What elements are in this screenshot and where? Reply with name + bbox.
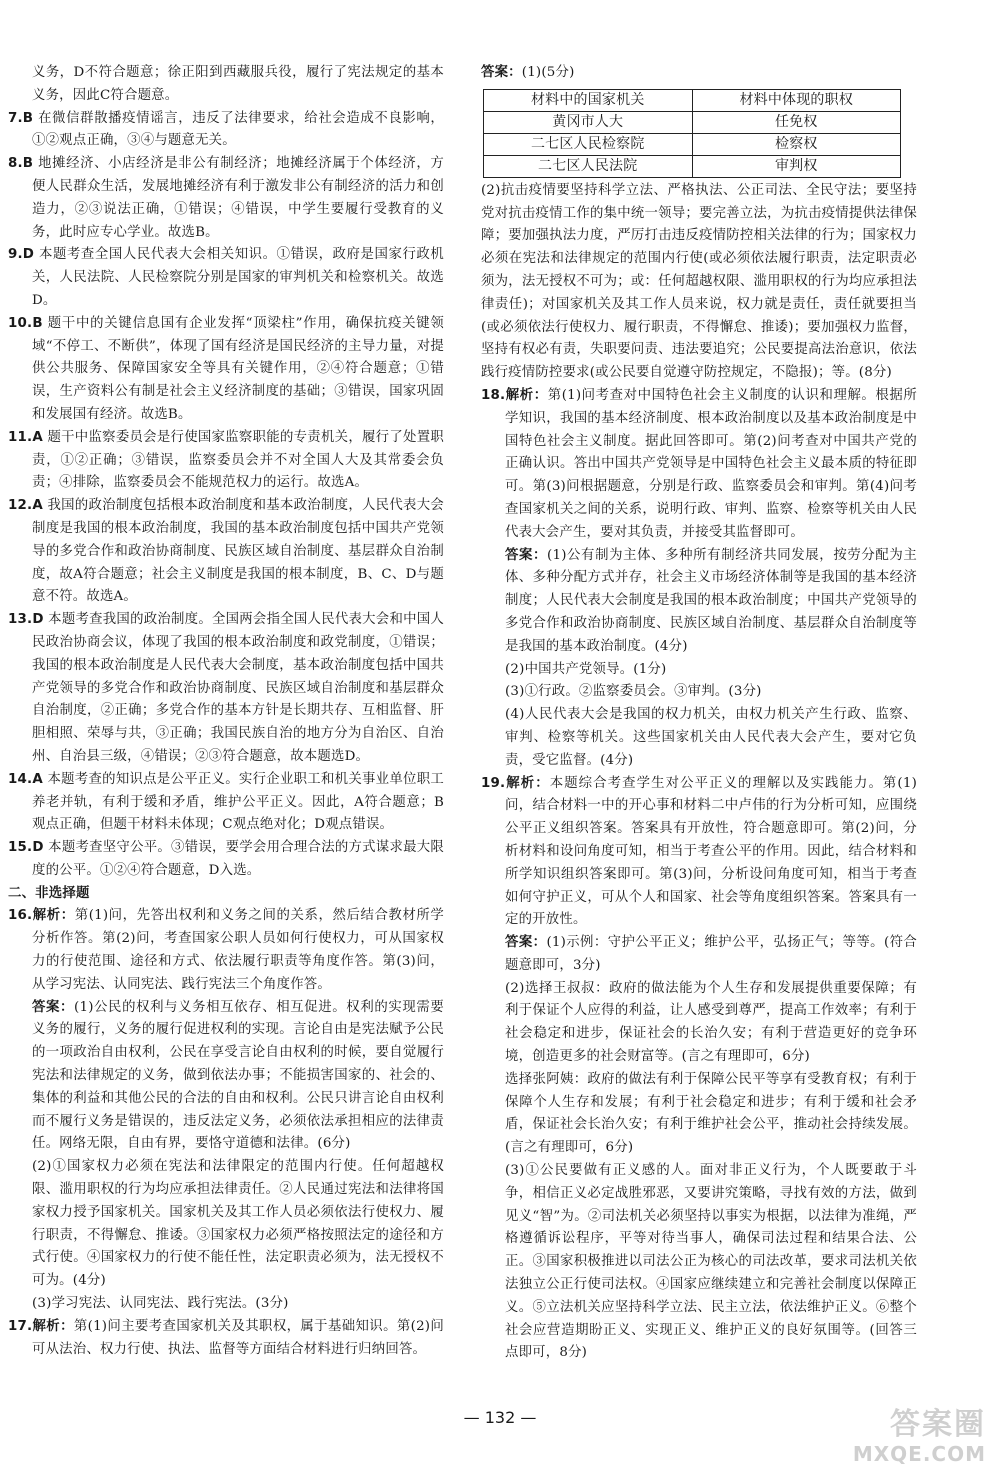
answer-text: (1)公有制为主体、多种所有制经济共同发展，按劳分配为主体、多种分配方式并存，社会主义市场经济体制等是我国的基本经济制度；人民代表大会制度是我国的根本政治制度；中国共产党领导的多党合作和政治协商制度、民族区域自治制度、基层群众自治制度等是我国的基本政治制度。(4分) — [505, 547, 917, 654]
question-18-answer-2: (2)中国共产党领导。(1分) — [505, 661, 667, 677]
question-7 — [8, 108, 444, 154]
table-cell: 检察权 — [692, 133, 901, 155]
question-number: 10.B — [8, 315, 43, 331]
section-heading: 二、非选择题 — [8, 885, 90, 901]
question-18-answer-3: (3)①行政。②监察委员会。③审判。(3分) — [505, 684, 762, 700]
table-cell: 二七区人民法院 — [484, 155, 693, 177]
right-column — [481, 62, 917, 1365]
question-text: 题干中监察委员会是行使国家监察职能的专责机关，履行了处置职责，①②正确；③错误，监察委员会并不对全国人大及其常委会负责；④排除，监察委员会不能规范权力的运行。故选A。 — [32, 429, 444, 491]
question-text: 在微信群散播疫情谣言，违反了法律要求，给社会造成不良影响，①②观点正确，③④与题意无关。 — [32, 110, 444, 149]
question-text: 我国的政治制度包括根本政治制度和基本政治制度，人民代表大会制度是我国的根本政治制度，我国的基本政治制度包括中国共产党领导的多党合作和政治协商制度、民族区域自治制度、基层群众自治制度，故A符合题意；社会主义制度是我国的根本制度，B、C、D与题意不符。故选A。 — [32, 498, 444, 605]
left-column — [8, 62, 444, 1361]
watermark-url: MXQE.COM — [852, 1442, 986, 1466]
question-number: 18. — [481, 387, 506, 403]
question-14 — [8, 769, 444, 837]
question-11 — [8, 427, 444, 495]
question-number: 14.A — [8, 771, 43, 787]
table-row — [484, 155, 901, 177]
answer-text: (1)公民的权利与义务相互依存、相互促进。权利的实现需要义务的履行，义务的履行促进权利的实现。言论自由是宪法赋予公民的一项政治自由权利，公民在享受言论自由权利的时候，要自觉履行宪法和法律规定的义务，做到依法办事；不能损害国家的、社会的、集体的利益和其他公民的合法的自由和权利。公民只讲言论自由权利而不履行义务是错误的，违反法定义务，必须依法承担相应的法律责任。网络无限，自由有界，要恪守道德和法律。(6分) — [32, 999, 444, 1152]
question-number: 8.B — [8, 156, 34, 172]
question-9 — [8, 244, 444, 312]
question-18-answer — [481, 545, 917, 659]
analysis-label: 解析： — [32, 908, 75, 924]
table-cell: 审判权 — [692, 155, 901, 177]
paragraph-continuation: 义务，D不符合题意；徐正阳到西藏服兵役，履行了宪法规定的基本义务，因此C符合题意。 — [32, 65, 444, 103]
question-13 — [8, 609, 444, 769]
question-text: 地摊经济、小店经济是非公有制经济；地摊经济属于个体经济，方便人民群众生活，发展地摊经济有利于激发非公有制经济的活力和创造力，②③说法正确，①错误；④错误，中学生要履行受教育的义务，此时应专心学业。故选B。 — [32, 156, 444, 240]
analysis-text: 第(1)问，先答出权利和义务之间的关系，然后结合教材所学分析作答。第(2)问，考查国家公职人员如何行使权力，可从国家权力的行使范围、途径和方式、依法履行职责等角度作答。第(3)问，从学习宪法、认同宪法、践行宪法三个角度作答。 — [32, 908, 444, 992]
question-number: 17. — [8, 1318, 33, 1334]
question-17-answer — [481, 62, 917, 85]
question-10 — [8, 313, 444, 427]
question-17-analysis — [8, 1316, 444, 1362]
question-text: 本题考查的知识点是公平正义。实行企业职工和机关事业单位职工养老并轨，有利于缓和矛盾，维护公平正义。因此，A符合题意；B观点正确，但题干材料未体现；C观点绝对化；D观点错误。 — [32, 771, 444, 833]
table-header-cell: 材料中的国家机关 — [484, 89, 693, 111]
question-8 — [8, 153, 444, 244]
question-number: 7.B — [8, 110, 34, 126]
table-row — [484, 111, 901, 133]
question-text: 本题考查全国人民代表大会相关知识。①错误，政府是国家行政机关，人民法院、人民检察院分别是国家的审判机关和检察机关。故选D。 — [32, 247, 444, 308]
answer-text: (1)示例：守护公平正义；维护公平，弘扬正气；等等。(符合题意即可，3分) — [505, 935, 917, 973]
answer-label: 答案： — [32, 999, 75, 1015]
analysis-text: 第(1)问主要考查国家机关及其职权，属于基础知识。第(2)问可从法治、权力行使、执法、监督等方面结合材料进行归纳回答。 — [32, 1318, 444, 1357]
question-text: 题干中的关键信息国有企业发挥“顶梁柱”作用，确保抗疫关键领域“不停工、不断供”，体现了国有经济是国民经济的主导力量，对提供公共服务、保障国家安全等具有关键作用，②④符合题意；①错误，生产资料公有制是社会主义经济制度的基础；③错误，国家巩固和发展国有经济。故选B。 — [32, 315, 444, 422]
analysis-label: 解析： — [32, 1318, 74, 1334]
answer-text: (1)(5分) — [521, 65, 575, 80]
question-18-analysis — [481, 385, 917, 545]
question-19-answer-2: (2)选择王叔叔：政府的做法能为个人生存和发展提供重要保障；有利于保证个人应得的利益，让人感受到尊严，提高工作效率；有利于社会稳定和进步，保证社会的长治久安；有利于营造更好的竞争环境，创造更多的社会财富等。(言之有理即可，6分) — [505, 980, 917, 1065]
question-18-answer-4: (4)人民代表大会是我国的权力机关，由权力机关产生行政、监察、审判、检察等机关。这些国家机关由人民代表大会产生，要对它负责，受它监督。(4分) — [505, 707, 917, 768]
question-17-answer-2: (2)抗击疫情要坚持科学立法、严格执法、公正司法、全民守法；要坚持党对抗击疫情工作的集中统一领导；要完善立法，为抗击疫情提供法律保障；要加强执法力度，严厉打击违反疫情防控相关法律的行为；国家权力必须在宪法和法律规定的范围内行使(或必须依法履行职责，法定职责必须为，法无授权不可为；或：任何超越权限、滥用职权的行为均应承担法律责任)；对国家机关及其工作人员来说，权力就是责任，责任就要担当(或必须依法行使权力、履行职责，不得懈怠、推诿)；要加强权力监督，坚持有权必有责，失职要问责、违法要追究；公民要提高法治意识，依法践行疫情防控要求(或公民要自觉遵守防控规定，不隐报)；等。(8分) — [481, 182, 917, 381]
organ-power-table — [483, 89, 901, 178]
question-19-answer-2b: 选择张阿姨：政府的做法有利于保障公民平等享有受教育权；有利于保障个人生存和发展；有利于社会稳定和进步；有利于缓和社会矛盾，保证社会长治久安；有利于维护社会公平，推动社会持续发展。(言之有理即可，6分) — [505, 1071, 917, 1156]
question-number: 15.D — [8, 840, 44, 856]
analysis-label: 解析： — [505, 775, 550, 791]
answer-label: 答案： — [481, 65, 522, 80]
table-cell: 任免权 — [692, 111, 901, 133]
question-number: 12.A — [8, 498, 43, 514]
question-text: 本题考查我国的政治制度。全国两会指全国人民代表大会和中国人民政治协商会议，体现了我国的根本政治制度和政党制度，①错误；我国的根本政治制度是人民代表大会制度，基本政治制度包括中国共产党领导的多党合作和政治协商制度、民族区域自治制度和基层群众自治制度，②正确；多党合作的基本方针是长期共存、互相监督、肝胆相照、荣辱与共，③正确；我国民族自治的地方分为自治区、自治州、自治县三级，④错误；②③符合题意，故本题选D。 — [32, 612, 444, 764]
watermark-logo: 答案圈 — [890, 1407, 986, 1442]
answer-label: 答案： — [505, 935, 547, 951]
question-number: 19. — [481, 775, 506, 791]
question-number: 16. — [8, 908, 33, 924]
question-19-answer — [481, 932, 917, 978]
question-19-analysis — [481, 773, 917, 933]
analysis-text: 第(1)问考查对中国特色社会主义制度的认识和理解。根据所学知识，我国的基本经济制度、根本政治制度以及基本政治制度是中国特色社会主义制度。据此回答即可。第(2)问考查对中国共产党的正确认识。答出中国共产党领导是中国特色社会主义最本质的特征即可。第(3)问根据题意，分别是行政、监察委员会和审判。第(4)问考查国家机关之间的关系，说明行政、审判、监察、检察等机关由人民代表大会产生，要对其负责，并接受其监督即可。 — [505, 387, 917, 540]
question-number: 13.D — [8, 612, 44, 628]
table-header-cell: 材料中体现的职权 — [692, 89, 901, 111]
question-15 — [8, 837, 444, 883]
table-header-row — [484, 89, 901, 111]
question-16-answer-3: (3)学习宪法、认同宪法、践行宪法。(3分) — [32, 1296, 289, 1312]
page-number: — 132 — — [463, 1408, 537, 1427]
question-12 — [8, 495, 444, 609]
table-cell: 黄冈市人大 — [484, 111, 693, 133]
table-cell: 二七区人民检察院 — [484, 133, 693, 155]
question-16-answer — [8, 997, 444, 1157]
analysis-label: 解析： — [505, 387, 548, 403]
analysis-text: 本题综合考查学生对公平正义的理解以及实践能力。第(1)问，结合材料一中的开心事和材料二中卢伟的行为分析可知，应围绕公平正义组织答案。答案具有开放性，符合题意即可。第(2)问，分析材料和设问角度可知，相当于考查公平的作用。因此，结合材料和所学知识组织答案即可。第(3)问，分析设问角度可知，相当于考查如何守护正义，可从个人和国家、社会等角度组织答案。答案具有一定的开放性。 — [505, 775, 917, 928]
question-19-answer-3: (3)①公民要做有正义感的人。面对非正义行为，个人既要敢于斗争，相信正义必定战胜邪恶，又要讲究策略，寻找有效的方法，做到见义“智”为。②司法机关必须坚持以事实为根据，以法律为准绳，严格遵循诉讼程序，平等对待当事人，确保司法过程和结果合法、公正。③国家积极推进以司法公正为核心的司法改革，要求司法机关依法独立公正行使司法权。④国家应继续建立和完善社会制度以保障正义。⑤立法机关应坚持科学立法、民主立法，依法维护正义。⑥整个社会应营造期盼正义、实现正义、维护正义的良好氛围等。(回答三点即可，8分) — [505, 1163, 917, 1361]
question-number: 9.D — [8, 247, 35, 263]
question-number: 11.A — [8, 429, 43, 445]
answer-label: 答案： — [505, 547, 548, 563]
question-text: 本题考查坚守公平。③错误，要学会用合理合法的方式谋求最大限度的公平。①②④符合题意，D入选。 — [32, 840, 444, 878]
watermark — [816, 1408, 986, 1466]
question-16-answer-2: (2)①国家权力必须在宪法和法律限定的范围内行使。任何超越权限、滥用职权的行为均应承担法律责任。②人民通过宪法和法律将国家权力授予国家机关。国家机关及其工作人员必须依法行使权力、履行职责，不得懈怠、推诿。③国家权力必须严格按照法定的途径和方式行使。④国家权力的行使不能任性，法定职责必须为，法无授权不可为。(4分) — [32, 1159, 444, 1289]
table-row — [484, 133, 901, 155]
question-16-analysis — [8, 905, 444, 996]
